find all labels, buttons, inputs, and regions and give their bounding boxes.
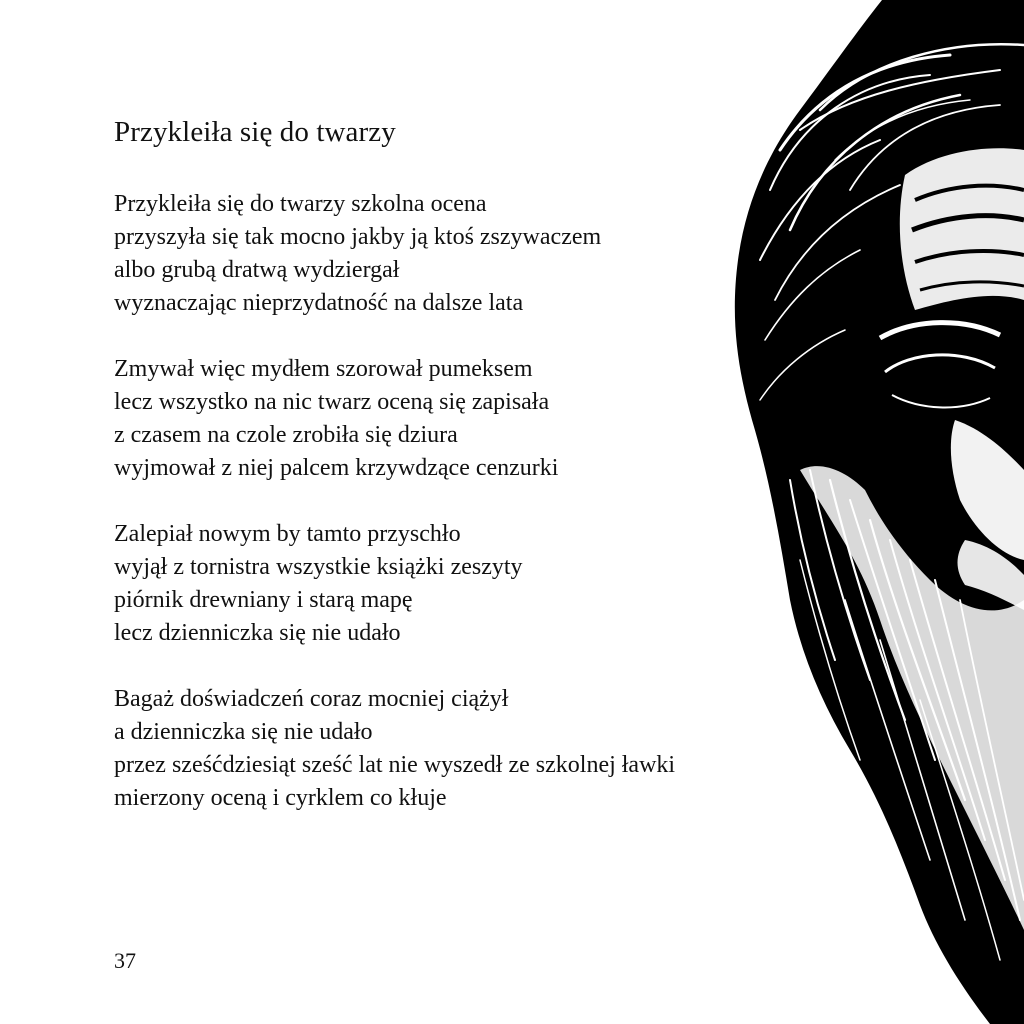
poem-line: lecz dzienniczka się nie udało xyxy=(114,620,401,646)
poem-line: lecz wszystko na nic twarz oceną się zapisała xyxy=(114,389,550,415)
poem-line: albo grubą dratwą wydziergał xyxy=(114,257,400,283)
stanza-2 xyxy=(114,353,754,485)
poem-line: mierzony oceną i cyrklem co kłuje xyxy=(114,785,447,811)
stanza-1 xyxy=(114,188,754,320)
poem-line: przez sześćdziesiąt sześć lat nie wyszedł ze szkolnej ławki xyxy=(114,752,676,778)
poem-line: Zalepiał nowym by tamto przyschło xyxy=(114,521,461,547)
poem xyxy=(114,110,754,848)
poem-line: Bagaż doświadczeń coraz mocniej ciążył xyxy=(114,686,509,712)
poem-line: wyznaczając nieprzydatność na dalsze lata xyxy=(114,290,524,316)
poem-line: Zmywał więc mydłem szorował pumeksem xyxy=(114,356,533,382)
poem-line: a dzienniczka się nie udało xyxy=(114,719,373,745)
poem-line: z czasem na czole zrobiła się dziura xyxy=(114,422,458,448)
poem-line: wyjmował z niej palcem krzywdzące cenzurki xyxy=(114,455,559,481)
stanza-3 xyxy=(114,518,754,650)
poem-line: wyjął z tornistra wszystkie książki zeszyty xyxy=(114,554,523,580)
stanza-4 xyxy=(114,683,754,815)
poem-title: Przykleiła się do twarzy xyxy=(114,116,396,148)
poem-line: piórnik drewniany i starą mapę xyxy=(114,587,413,613)
poem-line: przyszyła się tak mocno jakby ją ktoś zszywaczem xyxy=(114,224,602,250)
page-number: 37 xyxy=(114,948,136,973)
poem-line: Przykleiła się do twarzy szkolna ocena xyxy=(114,191,487,217)
